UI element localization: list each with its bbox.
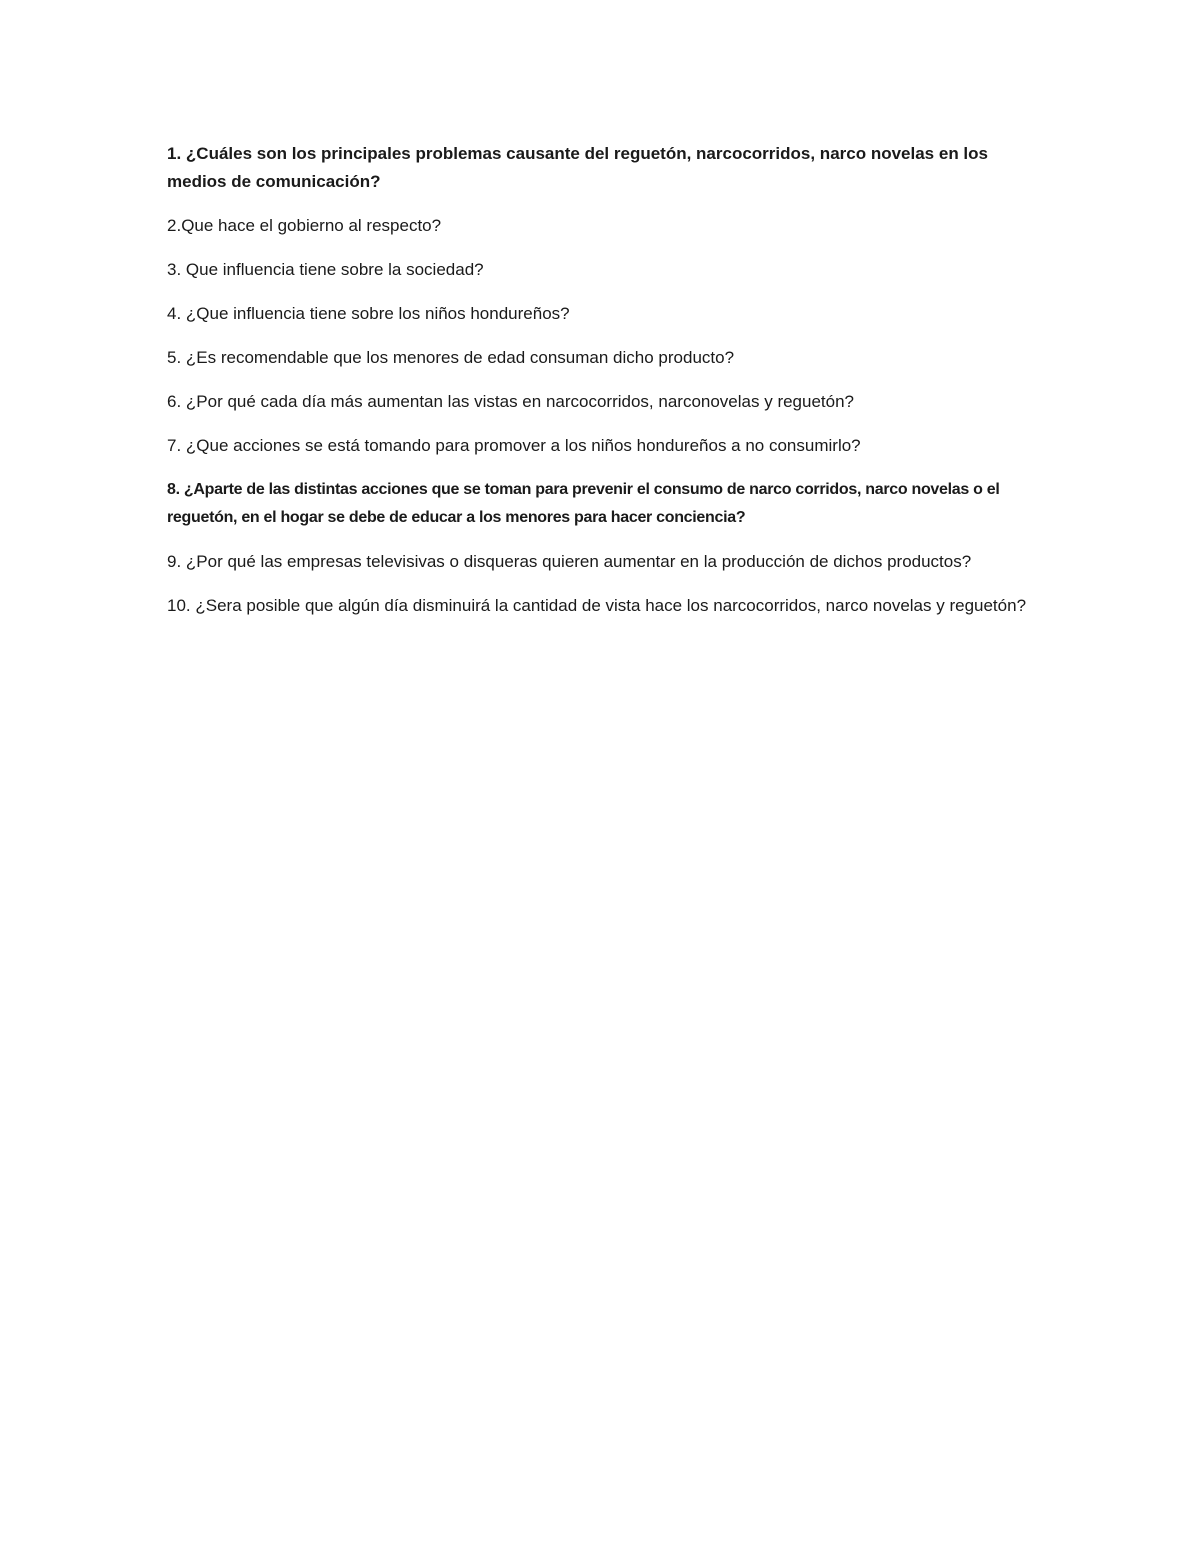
- question-8: [167, 476, 1037, 532]
- question-number: 5.: [167, 348, 182, 367]
- question-7: [167, 432, 1037, 460]
- question-10: [167, 592, 1037, 620]
- question-number: 6.: [167, 392, 182, 411]
- question-text: ¿Cuáles son los principales problemas causante del reguetón, narcocorridos, narco novelas en los medios de comunicación?: [167, 144, 988, 191]
- question-text: ¿Es recomendable que los menores de edad consuman dicho producto?: [181, 348, 735, 367]
- question-6: [167, 388, 1037, 416]
- question-number: 2.: [167, 216, 182, 235]
- question-2: [167, 212, 1037, 240]
- question-text: Que influencia tiene sobre la sociedad?: [181, 260, 484, 279]
- question-text: ¿Aparte de las distintas acciones que se toman para prevenir el consumo de narco corridos, narco novelas o el reguetón, en el hogar se debe de educar a los menores para hacer conciencia?: [167, 481, 1000, 526]
- question-number: 10.: [167, 596, 191, 615]
- question-1: [167, 140, 1037, 196]
- question-5: [167, 344, 1037, 372]
- question-text: ¿Que influencia tiene sobre los niños hondureños?: [181, 304, 570, 323]
- question-3: [167, 256, 1037, 284]
- question-list: [167, 140, 1037, 636]
- question-number: 8.: [167, 481, 180, 498]
- question-9: [167, 548, 1037, 576]
- question-text: Que hace el gobierno al respecto?: [181, 216, 442, 235]
- question-text: ¿Por qué las empresas televisivas o disqueras quieren aumentar en la producción de dichos productos?: [181, 552, 972, 571]
- question-4: [167, 300, 1037, 328]
- question-text: ¿Sera posible que algún día disminuirá la cantidad de vista hace los narcocorridos, narco novelas y reguetón?: [190, 596, 1027, 615]
- question-number: 9.: [167, 552, 182, 571]
- question-number: 4.: [167, 304, 182, 323]
- question-number: 3.: [167, 260, 182, 279]
- question-text: ¿Por qué cada día más aumentan las vistas en narcocorridos, narconovelas y reguetón?: [181, 392, 855, 411]
- question-text: ¿Que acciones se está tomando para promover a los niños hondureños a no consumirlo?: [181, 436, 861, 455]
- question-number: 7.: [167, 436, 182, 455]
- question-number: 1.: [167, 144, 182, 163]
